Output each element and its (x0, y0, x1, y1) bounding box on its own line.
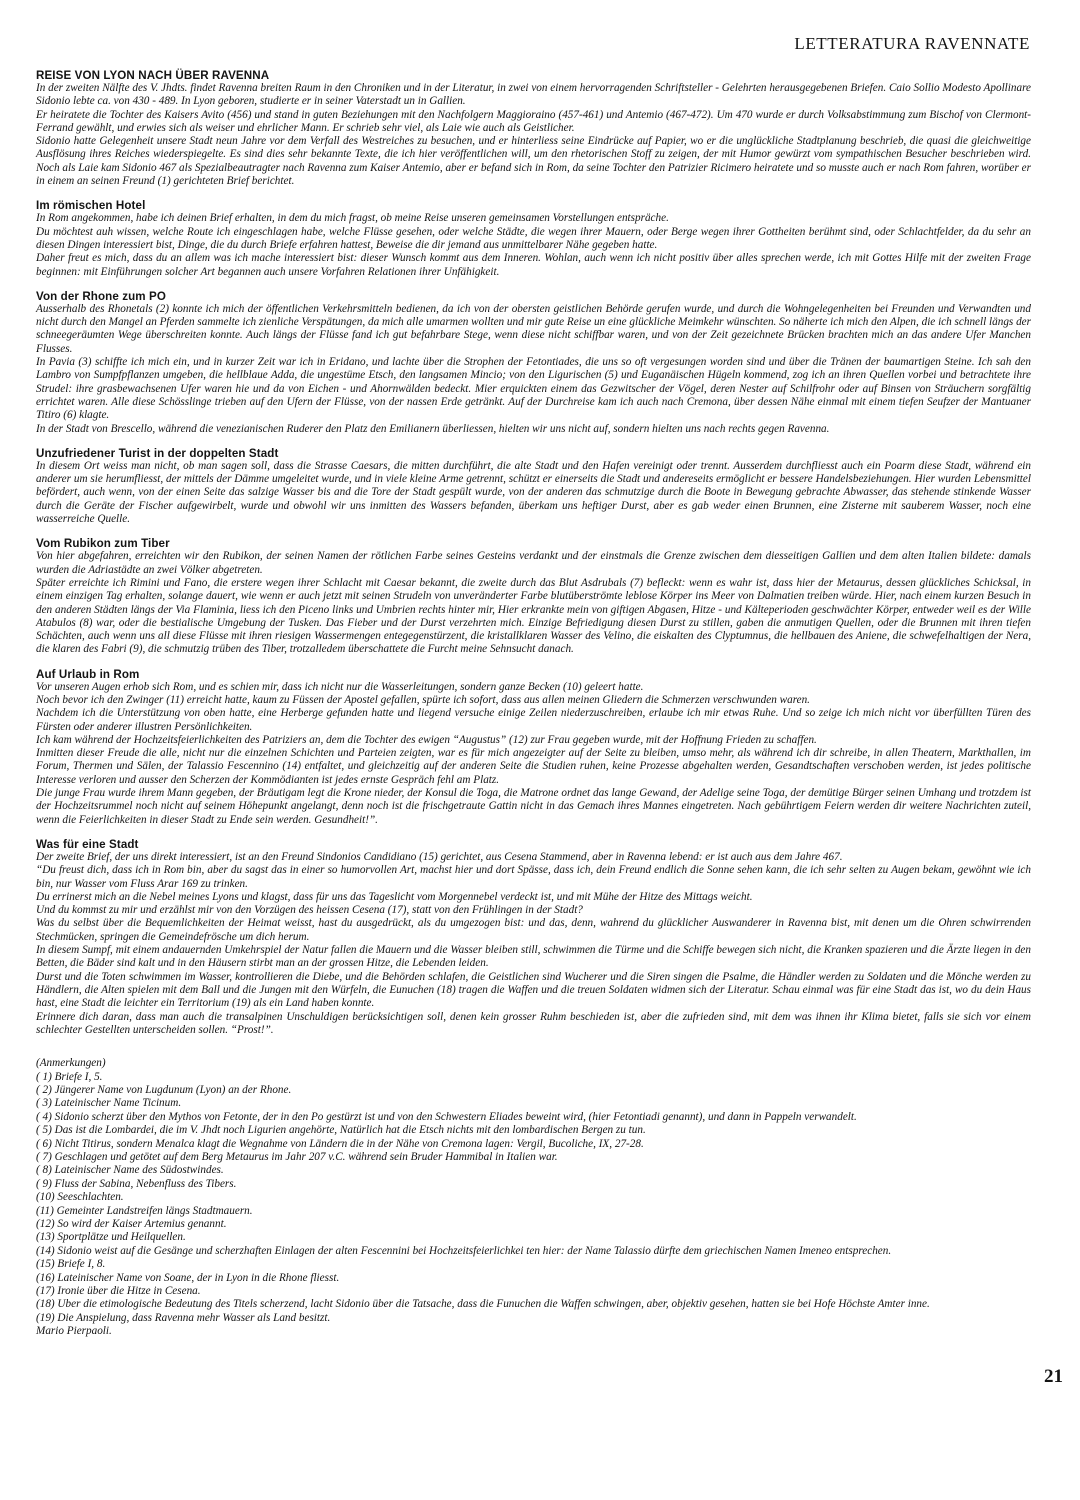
paragraph: Daher freut es mich, dass du an allem was ich mache interessiert bist: dieser Wunsch kommt aus dem Inneren. Wohlan, auch wenn ich nicht positiv über alles sprechen werde, ich mit Gottes Hilfe mit der zweiten Frage beginnen: mit Einführungen solcher Art begannen auch unsere Vorfahren Relationen ihrer Unfähigkeit. (36, 252, 1031, 278)
section-heading: Unzufriedener Turist in der doppelten Stadt (36, 446, 279, 460)
paragraph: Ausserhalb des Rhonetals (2) konnte ich mich der öffentlichen Verkehrsmitteln bedienen, da ich von der obersten geistlichen Behörde gerufen wurde, und durch die Wohngelegenheiten bei Freunden und Verwandten und nicht durch den Mangel an Pferden sammelte ich zienliche Verspätungen, da mich alle umarmen wollten und mir gute Reise un eine glückliche Meimkehr wünschten. So näherte ich mich den Alpen, die ich schnell längs der schneegeräumten Wege überschreiten konnte. Auch längs der Flüsse fand ich gut befahrbare Stege, wenn diese nicht schiffbar waren, und von der Zeit gezeichnete Brücken brachten mich an das andere Ufer Manchen Flusses. (36, 302, 1031, 355)
article-section (36, 537, 1031, 656)
article-section (36, 199, 1031, 278)
article-section (36, 69, 1031, 188)
paragraph: In diesem Sumpf, mit einem andauernden Umkehrspiel der Natur fallen die Mauern und die Wasser bleiben still, schwimmen die Türme und die Schiffe bewegen sich nicht, die Kranken spazieren und die Ärzte liegen in den Betten, die Bäder sind kalt und in den Häusern stirbt man an der grossen Hitze, die Lebenden leiden. (36, 944, 1031, 970)
footnote: ( 7) Geschlagen und getötet auf dem Berg Metaurus im Jahr 207 v.C. während sein Bruder Hammibal in Italien war. (36, 1150, 558, 1163)
footnotes (36, 1057, 1031, 1339)
paragraph: “Du freust dich, dass ich in Rom bin, aber du sagst das in einer so humorvollen Art, machst hier und dort Spässe, dass ich, dein Freund endlich die Sonne sehen kann, die ich sehr selten zu Augen bekam, gewöhnt wie ich bin, nur Wasser vom Fluss Arar 169 zu trinken. (36, 864, 1031, 890)
footnote: (18) Uber die etimologische Bedeutung des Titels scherzend, lacht Sidonio über die Tatsache, dass die Funuchen die Waffen schwingen, aber, objektiv gesehen, hatten sie bei Hofe Höchste Amter inne. (36, 1298, 930, 1311)
footnote: (13) Sportplätze und Heilquellen. (36, 1231, 186, 1244)
paragraph: Durst und die Toten schwimmen im Wasser, kontrollieren die Diebe, und die Behörden schlafen, die Geistlichen sind Wucherer und die Siren singen die Psalme, die Händler werden zu Soldaten und die Mönche werden zu Händlern, die Alten spielen mit dem Ball und die Jungen mit den Würfeln, die Eunuchen (18) tragen die Waffen und die treuen Soldaten widmen sich der Literatur. Schau einmal was für eine Stadt das ist, wo du dein Haus hast, eine Stadt die leichter ein Territorium (19) als ein Land haben konnte. (36, 970, 1031, 1010)
paragraph: Erinnere dich daran, dass man auch die transalpinen Unschuldigen berücksichtigen soll, denen kein grosser Ruhm beschieden ist, aber die zufrieden sind, mit dem was ihnen ihr Klima bietet, falls sie sich vor einem schlechter Gestellten unterscheiden sollen. “Prost!”. (36, 1010, 1031, 1036)
footnote: ( 2) Jüngerer Name von Lugdunum (Lyon) an der Rhone. (36, 1083, 292, 1096)
paragraph: Du möchtest auh wissen, welche Route ich eingeschlagen habe, welche Flüsse gesehen, oder welche Städte, die wegen ihrer Mauern, oder Berge wegen ihrer Gottheiten berühmt sind, oder Schlachtfelder, da du sehr an diesen Dingen interessiert bist, Dinge, die du durch Briefe erfahren hattest, Beweise die dir jemand aus unmittelbarer Nähe gegeben hatte. (36, 225, 1031, 251)
paragraph: Von hier abgefahren, erreichten wir den Rubikon, der seinen Namen der rötlichen Farbe seines Gesteins verdankt und der einstmals die Grenze zwischen dem diesseitigen Gallien und dem alten Italien bildete: damals wurden die Adriastädte an zwei Völker abgetreten. (36, 550, 1031, 576)
footnote: ( 5) Das ist die Lombardei, die im V. Jhdt noch Ligurien angehörte, Natürlich hat die Etsch nichts mit den lombardischen Bergen zu tun. (36, 1124, 646, 1137)
section-heading: Vom Rubikon zum Tiber (36, 537, 170, 551)
article-section (36, 290, 1031, 436)
running-header: LETTERATURA RAVENNATE (794, 34, 1030, 53)
paragraph: Du errinerst mich an die Nebel meines Lyons und klagst, dass für uns das Tageslicht vom Morgennebel verdeckt ist, und mit Mühe der Hitze des Mittags weicht. (36, 890, 753, 903)
paragraph: Später erreichte ich Rimini und Fano, die erstere wegen ihrer Schlacht mit Caesar bekannt, die zweite durch das Blut Asdrubals (7) befleckt: wenn es wahr ist, dass hier der Metaurus, dessen glückliches Schicksal, in einem einzigen Tag erhalten, solange dauert, wie wenn er auch jetzt mit seinen Strudeln von unveränderter Farbe blutüberströmte leblose Körper ins Meer von Dalmatien treiben würde. Hier, nach einem kurzen Besuch in den anderen Städten längs der Via Flaminia, liess ich den Piceno links und Umbrien rechts hinter mir, Hier erkrankte mein von giftigen Abgasen, Hitze - und Kälteperioden geschwächter Körper, entweder weil es der Wille Atabulos (8) war, oder die bestialische Umgebung der Tusken. Das Fieber und der Durst verzehrten mich. Einzige Befriedigung diesen Durst zu stillen, gaben die anmutigen Quellen, oder die Brunnen mit ihren tiefen Schächten, auch wenn uns all diese Flüsse mit ihren riesigen Wassermengen entegegenstürzent, die kristallklaren Wasser des Velino, die eiskalten des Clyptumnus, die hellbauen des Aniene, die schwefelhaltigen der Nera, die klaren des Fabri (9), die schmutzig trüben des Tiber, trotzalledem überschattete die Furcht meine Sehnsucht danach. (36, 576, 1031, 656)
footnote: (17) Ironie über die Hitze in Cesena. (36, 1285, 201, 1298)
article-section (36, 668, 1031, 827)
paragraph: Vor unseren Augen erhob sich Rom, und es schien mir, dass ich nicht nur die Wasserleitungen, sondern ganze Becken (10) geleert hatte. (36, 680, 644, 693)
paragraph: In diesem Ort weiss man nicht, ob man sagen soll, dass die Strasse Caesars, die mitten durchführt, die alte Stadt und den Hafen vereinigt oder trennt. Ausserdem durchfliesst auch ein Poarm diese Stadt, während ein anderer um sie herumfliesst, der mittels der Dämme umgeleitet wurde, und in viele kleine Arme getrennt, schützt er einerseits die Stadt und andereseits ermöglicht er bessere Handelsbeziehungen. Hier wurden Lebensmittel befördert, auch wenn, von der einen Seite das salzige Wasser bis and die Tore der Stadt gespült wurde, von der anderen das schmutzige durch die Boote in Bewegung gebrachte Abwasser, das stehende stinkende Wasser durch die Geräte der Fischer aufgewirbelt, wurde und obwohl wir uns inmitten des Wassers befanden, überkam uns heftiger Durst, aber es gab weder einen Brunnen, eine Zisterne mit sauberem Wasser, noch eine wasserreiche Quelle. (36, 459, 1031, 526)
article-section (36, 447, 1031, 526)
paragraph: Die junge Frau wurde ihrem Mann gegeben, der Bräutigam legt die Krone nieder, der Konsul die Toga, die Matrone ordnet das lange Gewand, der Adelige seine Toga, der demütige Bürger seinen Umhang und trotzdem ist der Hochzeitsrummel noch nicht auf seinem Höhepunkt angelangt, denn noch ist die frischgetraute Gattin nicht in das Gemach ihres Mannes eingetreten. Nach gebührtigem Feiern werden dir weitere Nachrichten zuteil, wenn die Feierlichkeiten in dieser Stadt zu Ende sein werden. Gesundheit!”. (36, 787, 1031, 826)
paragraph: In der zweiten Nälfte des V. Jhdts. findet Ravenna breiten Raum in den Chroniken und in der Literatur, in zwei von einem hervorragenden Schriftsteller - Gelehrten herausgegebenen Briefen. Caio Sollio Modesto Apollinare Sidonio lebte ca. von 430 - 489. In Lyon geboren, studierte er in seiner Vaterstadt un in Gallien. (36, 82, 1031, 108)
footnote: ( 6) Nicht Titirus, sondern Menalca klagt die Wegnahme von Ländern die in der Nähe von Cremona lagen: Vergil, Bucoliche, IX, 27-28. (36, 1137, 644, 1150)
footnote: (19) Die Anspielung, dass Ravenna mehr Wasser als Land besitzt. (36, 1311, 331, 1324)
paragraph: In der Stadt von Brescello, während die venezianischen Ruderer den Platz den Emilianern überliessen, hielten wir uns nicht auf, sondern hielten uns nach rechts gegen Ravenna. (36, 422, 830, 435)
footnote: ( 3) Lateinischer Name Ticinum. (36, 1097, 182, 1110)
paragraph: In Pavia (3) schiffte ich mich ein, und in kurzer Zeit war ich in Eridano, und lachte über die Strophen der Fetontiades, die uns so oft vergesungen worden sind und über die Tränen der baumartigen Steine. Ich sah den Lambro von Sumpfpflanzen umgeben, die hellblaue Adda, die ungestüme Etsch, den langsamen Mincio; von den Ligurischen (5) und Euganäischen Hügeln kommend, zog ich an ihren Quellen vorbei und betrachtete ihre Strudel: ihre grasbewachsenen Ufer waren hie und da von Eichen - und Ahornwälden bedeckt. Mier erquickten einem das Gezwitscher der Vögel, deren Nester auf Schilfrohr oder auf Binsen von Sträuchern sorgfältig errichtet waren. Alle diese Schösslinge trieben auf den Ufern der Flüsse, von der nassen Erde getränkt. Auf der Durchreise kam ich auch nach Cremona, über dessen Nähe einmal mit einem tiefen Seufzer der Mantuaner Titiro (6) klagte. (36, 356, 1031, 422)
paragraph: In Rom angekommen, habe ich deinen Brief erhalten, in dem du mich fragst, ob meine Reise unseren gemeinsamen Vorstellungen entspräche. (36, 212, 669, 225)
section-heading: Auf Urlaub in Rom (36, 667, 140, 681)
section-heading: REISE VON LYON NACH ÜBER RAVENNA (36, 69, 270, 82)
section-heading: Was für eine Stadt (36, 837, 139, 851)
paragraph: Er heiratete die Tochter des Kaisers Avito (456) und stand in guten Beziehungen mit den Nachfolgern Maggioraino (457-461) und Antemio (467-472). Um 470 wurde er durch Volksabstimmung zum Bischof von Clermont-Ferrand gewählt, und erwies sich als weiser und ehrlicher Mann. Er schrieb sehr viel, als Laie wie auch als Geistlicher. (36, 108, 1031, 134)
paragraph: Nachdem ich die Unterstützung von oben hatte, eine Herberge gefunden hatte und liegend versuche einige Zeilen niederzuschreiben, erlaube ich mir etwas Ruhe. Und so zeige ich mich nicht vor überfüllten Türen des Fürsten oder anderer illustren Persönlichkeiten. (36, 707, 1031, 733)
footnote: ( 1) Briefe I, 5. (36, 1070, 103, 1083)
paragraph: Was du selbst über die Bequemlichkeiten der Heimat weisst, hast du ausgedrückt, als du umgezogen bist: und das, denn, wahrend du glücklicher Auswanderer in Ravenna bist, mit denen um die Ohren schwirrenden Stechmücken, springen die Gemeindefrösche um dich herum. (36, 917, 1031, 943)
paragraph: Noch bevor ich den Zwinger (11) erreicht hatte, kaum zu Füssen der Apostel gefallen, spürte ich sofort, dass aus allen meinen Gliedern die Schmerzen verschwunden waren. (36, 693, 810, 706)
section-heading: Im römischen Hotel (36, 199, 146, 213)
section-heading: Von der Rhone zum PO (36, 289, 166, 303)
article-body (36, 69, 1031, 1339)
paragraph: Und du kommst zu mir und erzählst mir von den Vorzügen des heissen Cesena (17), statt von den Frühlingen in der Stadt? (36, 904, 583, 917)
footnotes-heading: (Anmerkungen) (36, 1057, 106, 1070)
footnote: (14) Sidonio weist auf die Gesänge und scherzhaften Einlagen der alten Fescennini bei Hochzeitsfeierlichkei ten hier: der Name Talassio dürfte dem griechischen Namen Imeneo entsprechen. (36, 1244, 892, 1257)
paragraph: Ich kam während der Hochzeitsfeierlichkeiten des Patriziers an, dem die Tochter des ewigen “Augustus” (12) zur Frau gegeben wurde, mit der Hoffnung Frieden zu schaffen. (36, 733, 817, 746)
paragraph: Inmitten dieser Freude die alle, nicht nur die einzelnen Schichten und Parteien zeigten, war es für mich angezeigter auf der Seite zu bleiben, umso mehr, als während ich dir schreibe, in allen Theatern, Markthallen, im Forum, Thermen und Sälen, der Talassio Fescennino (14) entfaltet, und gleichzeitig auf der anderen Seite die Studien ruhen, keine Prozesse abgehalten werden, Gesandtschaften verschoben werden, ist jedes politische Interesse verloren und ausser den Scherzen der Kommödianten ist jedes ernste Gespräch fehl am Platz. (36, 747, 1031, 786)
footnote: (11) Gemeinter Landstreifen längs Stadtmauern. (36, 1204, 253, 1217)
footnote: (12) So wird der Kaiser Artemius genannt. (36, 1217, 227, 1230)
footnote: (16) Lateinischer Name von Soane, der in Lyon in die Rhone fliesst. (36, 1271, 340, 1284)
author-signature: Mario Pierpaoli. (36, 1325, 112, 1338)
paragraph: Sidonio hatte Gelegenheit unsere Stadt neun Jahre vor dem Verfall des Westreiches zu besuchen, und er hinterliess seine Eindrücke auf Papier, wo er die unglückliche Stadtplanung beschrieb, die quasi die gleichweitige Ausflösung ihres Reiches wiederspiegelte. Es sind dies sehr bekannte Texte, die ich hier veröffentlichen will, um den rhetorischen Stoff zu zeigen, der mit Humor gewürzt vom sympathischen Besucher beschrieben wird. Noch als Laie kam Sidonio 467 als Spezialbeautragter nach Ravenna zum Kaiser Antemio, aber er befand sich in Rom, da seine Tochter den Patrizier Ricimero heiratete und so musste auch er nach Rom fahren, worüber er in einem an seinen Freund (1) gerichteten Brief berichtet. (36, 135, 1031, 188)
article-section (36, 838, 1031, 1037)
footnote: ( 8) Lateinischer Name des Südostwindes. (36, 1164, 224, 1177)
page-number: 21 (1044, 1366, 1063, 1387)
footnote: ( 4) Sidonio scherzt über den Mythos von Fetonte, der in den Po gestürzt ist und von den Schwestern Eliades beweint wird, (hier Fetontiadi genannt), und dann in Pappeln verwandelt. (36, 1110, 857, 1123)
footnote: (10) Seeschlachten. (36, 1191, 124, 1204)
paragraph: Der zweite Brief, der uns direkt interessiert, ist an den Freund Sindonios Candidiano (15) gerichtet, aus Cesena Stammend, aber in Ravenna lebend: er ist auch aus dem Jahre 467. (36, 850, 843, 863)
footnote: ( 9) Fluss der Sabina, Nebenfluss des Tibers. (36, 1177, 237, 1190)
footnote: (15) Briefe I, 8. (36, 1258, 106, 1271)
